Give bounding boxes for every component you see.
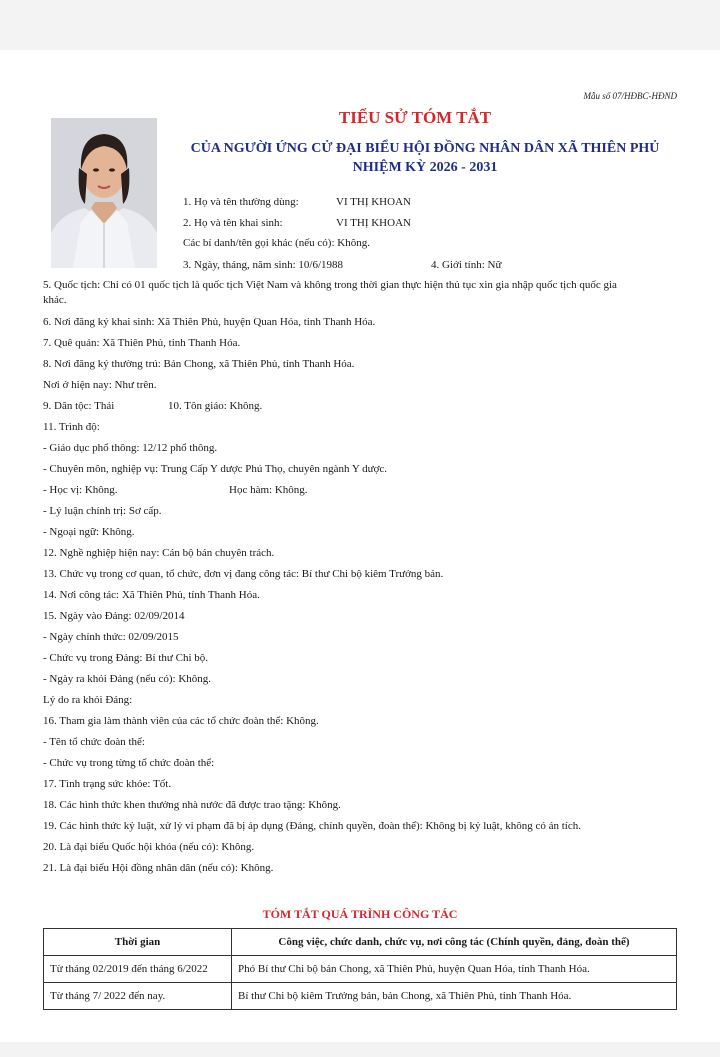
document-title: TIỂU SỬ TÓM TẮT — [338, 108, 492, 127]
mass-organizations: 16. Tham gia làm thành viên của các tổ chức đoàn thể: Không. — [43, 715, 319, 727]
education-header: 11. Trình độ: — [43, 421, 100, 433]
current-residence: Nơi ở hiện nay: Như trên. — [43, 379, 157, 391]
document-subtitle-line1: CỦA NGƯỜI ỨNG CỬ ĐẠI BIỂU HỘI ĐỒNG NHÂN DÂN XÃ THIÊN PHỦ — [190, 141, 660, 156]
birth-name-value: VI THỊ KHOAN — [336, 217, 411, 229]
party-position: - Chức vụ trong Đảng: Bí thư Chi bộ. — [43, 652, 208, 664]
table-row — [44, 983, 677, 1010]
work-history-table — [43, 928, 677, 1010]
academic-title: Học hàm: Không. — [229, 484, 308, 496]
workplace: 14. Nơi công tác: Xã Thiên Phủ, tỉnh Thanh Hóa. — [43, 589, 260, 601]
religion: 10. Tôn giáo: Không. — [168, 400, 263, 412]
duties-cell: Phó Bí thư Chi bộ bản Chong, xã Thiên Phủ, huyện Quan Hóa, tỉnh Thanh Hóa. — [232, 956, 677, 983]
current-position: 13. Chức vụ trong cơ quan, tổ chức, đơn vị đang công tác: Bí thư Chi bộ kiêm Trưởng bản. — [43, 568, 444, 580]
common-name-label: 1. Họ và tên thường dùng: — [183, 196, 299, 208]
state-awards: 18. Các hình thức khen thưởng nhà nước đã được trao tặng: Không. — [43, 799, 341, 811]
mass-organization-positions: - Chức vụ trong từng tổ chức đoàn thể: — [43, 757, 215, 769]
health-status: 17. Tình trạng sức khỏe: Tốt. — [43, 778, 172, 790]
period-cell: Từ tháng 02/2019 đến tháng 6/2022 — [44, 956, 232, 983]
common-name-value: VI THỊ KHOAN — [336, 196, 411, 208]
work-history-title: TÓM TẮT QUÁ TRÌNH CÔNG TÁC — [262, 907, 458, 921]
viewer-bottom-bar — [0, 1042, 720, 1057]
permanent-residence: 8. Nơi đăng ký thường trú: Bản Chong, xã Thiên Phủ, tỉnh Thanh Hóa. — [43, 358, 355, 370]
national-assembly-delegate: 20. Là đại biểu Quốc hội khóa (nếu có): Không. — [43, 841, 255, 853]
date-of-birth: 3. Ngày, tháng, năm sinh: 10/6/1988 — [183, 259, 343, 271]
table-row — [44, 956, 677, 983]
political-theory: - Lý luận chính trị: Sơ cấp. — [43, 505, 162, 517]
degree: - Học vị: Không. — [43, 484, 118, 496]
occupation: 12. Nghề nghiệp hiện nay: Cán bộ bán chuyên trách. — [43, 547, 275, 559]
table-header-row — [44, 929, 677, 956]
ethnicity: 9. Dân tộc: Thái — [43, 400, 115, 412]
document-subtitle-line2: NHIỆM KỲ 2026 - 2031 — [352, 160, 498, 175]
candidate-portrait-photo — [51, 118, 157, 268]
hometown: 7. Quê quán: Xã Thiên Phủ, tỉnh Thanh Hóa. — [43, 337, 241, 349]
aliases: Các bí danh/tên gọi khác (nếu có): Không. — [183, 237, 370, 249]
party-leave-reason: Lý do ra khỏi Đảng: — [43, 694, 133, 706]
discipline: 19. Các hình thức kỷ luật, xử lý vi phạm đã bị áp dụng (Đảng, chính quyền, đoàn thể): Không bị kỷ luật, không có án tích. — [43, 820, 581, 832]
column-header-duties: Công việc, chức danh, chức vụ, nơi công tác (Chính quyền, đảng, đoàn thể) — [232, 929, 677, 956]
form-code: Mẫu số 07/HĐBC-HĐND — [583, 91, 677, 101]
column-header-period: Thời gian — [44, 929, 232, 956]
viewer-top-bar — [0, 0, 720, 50]
nationality-line2: khác. — [43, 294, 67, 306]
party-official-date: - Ngày chính thức: 02/09/2015 — [43, 631, 179, 643]
foreign-language: - Ngoại ngữ: Không. — [43, 526, 135, 538]
mass-organization-names: - Tên tổ chức đoàn thể: — [43, 736, 145, 748]
birth-name-label: 2. Họ và tên khai sinh: — [183, 217, 283, 229]
party-join-date: 15. Ngày vào Đảng: 02/09/2014 — [43, 610, 185, 622]
birth-registration: 6. Nơi đăng ký khai sinh: Xã Thiên Phủ, huyện Quan Hóa, tỉnh Thanh Hóa. — [43, 316, 376, 328]
council-delegate: 21. Là đại biểu Hội đồng nhân dân (nếu có): Không. — [43, 862, 274, 874]
general-education: - Giáo dục phổ thông: 12/12 phổ thông. — [43, 442, 218, 454]
gender: 4. Giới tính: Nữ — [431, 259, 502, 271]
specialty: - Chuyên môn, nghiệp vụ: Trung Cấp Y dược Phú Thọ, chuyên ngành Y dược. — [43, 463, 388, 475]
period-cell: Từ tháng 7/ 2022 đến nay. — [44, 983, 232, 1010]
nationality-line1: 5. Quốc tịch: Chỉ có 01 quốc tịch là quốc tịch Việt Nam và không trong thời gian thực hiện thủ tục xin gia nhập quốc tịch quốc gia — [43, 279, 617, 291]
duties-cell: Bí thư Chi bộ kiêm Trưởng bản, bản Chong, xã Thiên Phủ, tỉnh Thanh Hóa. — [232, 983, 677, 1010]
party-leave-date: - Ngày ra khỏi Đảng (nếu có): Không. — [43, 673, 212, 685]
